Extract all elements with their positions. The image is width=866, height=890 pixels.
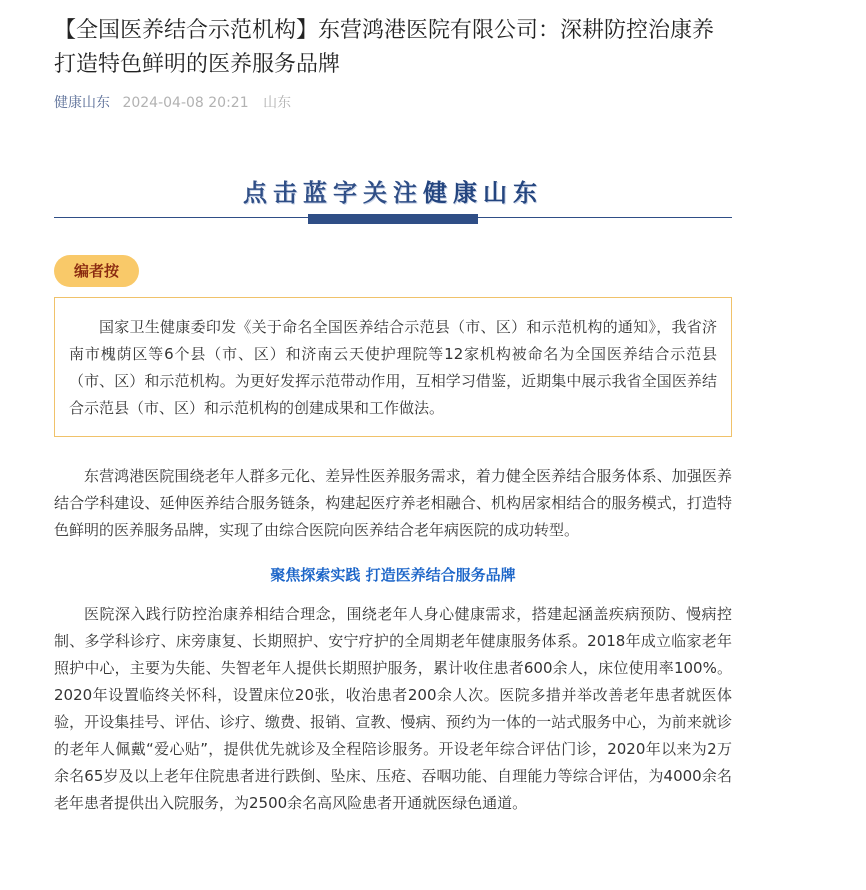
body-paragraph-2: 医院深入践行防控治康养相结合理念，围绕老年人身心健康需求，搭建起涵盖疾病预防、慢病控制、多学科诊疗、床旁康复、长期照护、安宁疗护的全周期老年健康服务体系。2018年成立临家老年照护中心，主要为失能、失智老年人提供长期照护服务，累计收住患者600余人，床位使用率100%。2020年设置临终关怀科，设置床位20张，收治患者200余人次。医院多措并举改善老年患者就医体验，开设集挂号、评估、诊疗、缴费、报销、宣教、慢病、预约为一体的一站式服务中心，为前来就诊的老年人佩戴“爱心贴”，提供优先就诊及全程陪诊服务。开设老年综合评估门诊，2020年以来为2万余名65岁及以上老年住院患者进行跌倒、坠床、压疮、吞咽功能、自理能力等综合评估，为4000余名老年患者提供出入院服务，为2500余名高风险患者开通就医绿色通道。 [54,605,732,812]
editor-note-box: 国家卫生健康委印发《关于命名全国医养结合示范县（市、区）和示范机构的通知》，我省济南市槐荫区等6个县（市、区）和济南云天使护理院等12家机构被命名为全国医养结合示范县（市、区）和示范机构。为更好发挥示范带动作用，互相学习借鉴，近期集中展示我省全国医养结合示范县（市、区）和示范机构的创建成果和工作做法。 [54,297,732,437]
publish-location: 山东 [263,95,292,111]
banner-accent-bar [308,214,478,224]
account-name-link[interactable]: 健康山东 [54,95,110,111]
section-heading: 聚焦探索实践 打造医养结合服务品牌 [270,566,516,584]
body-paragraph-1: 东营鸿港医院围绕老年人群多元化、差异性医养服务需求，着力健全医养结合服务体系、加强医养结合学科建设、延伸医养结合服务链条，构建起医疗养老相融合、机构居家相结合的服务模式，打造特色鲜明的医养服务品牌，实现了由综合医院向医养结合老年病医院的成功转型。 [54,467,732,539]
follow-banner-text [54,173,732,208]
article-meta [54,93,732,113]
follow-banner-account: 健康山东 [423,179,543,207]
article-title: 【全国医养结合示范机构】东营鸿港医院有限公司：深耕防控治康养打造特色鲜明的医养服务品牌 [54,18,715,77]
article [54,14,732,817]
publish-time: 2024-04-08 20:21 [122,95,249,111]
follow-banner[interactable] [54,167,732,237]
follow-banner-prefix: 点击蓝字关注 [243,179,423,207]
editor-note-badge: 编者按 [54,255,139,287]
